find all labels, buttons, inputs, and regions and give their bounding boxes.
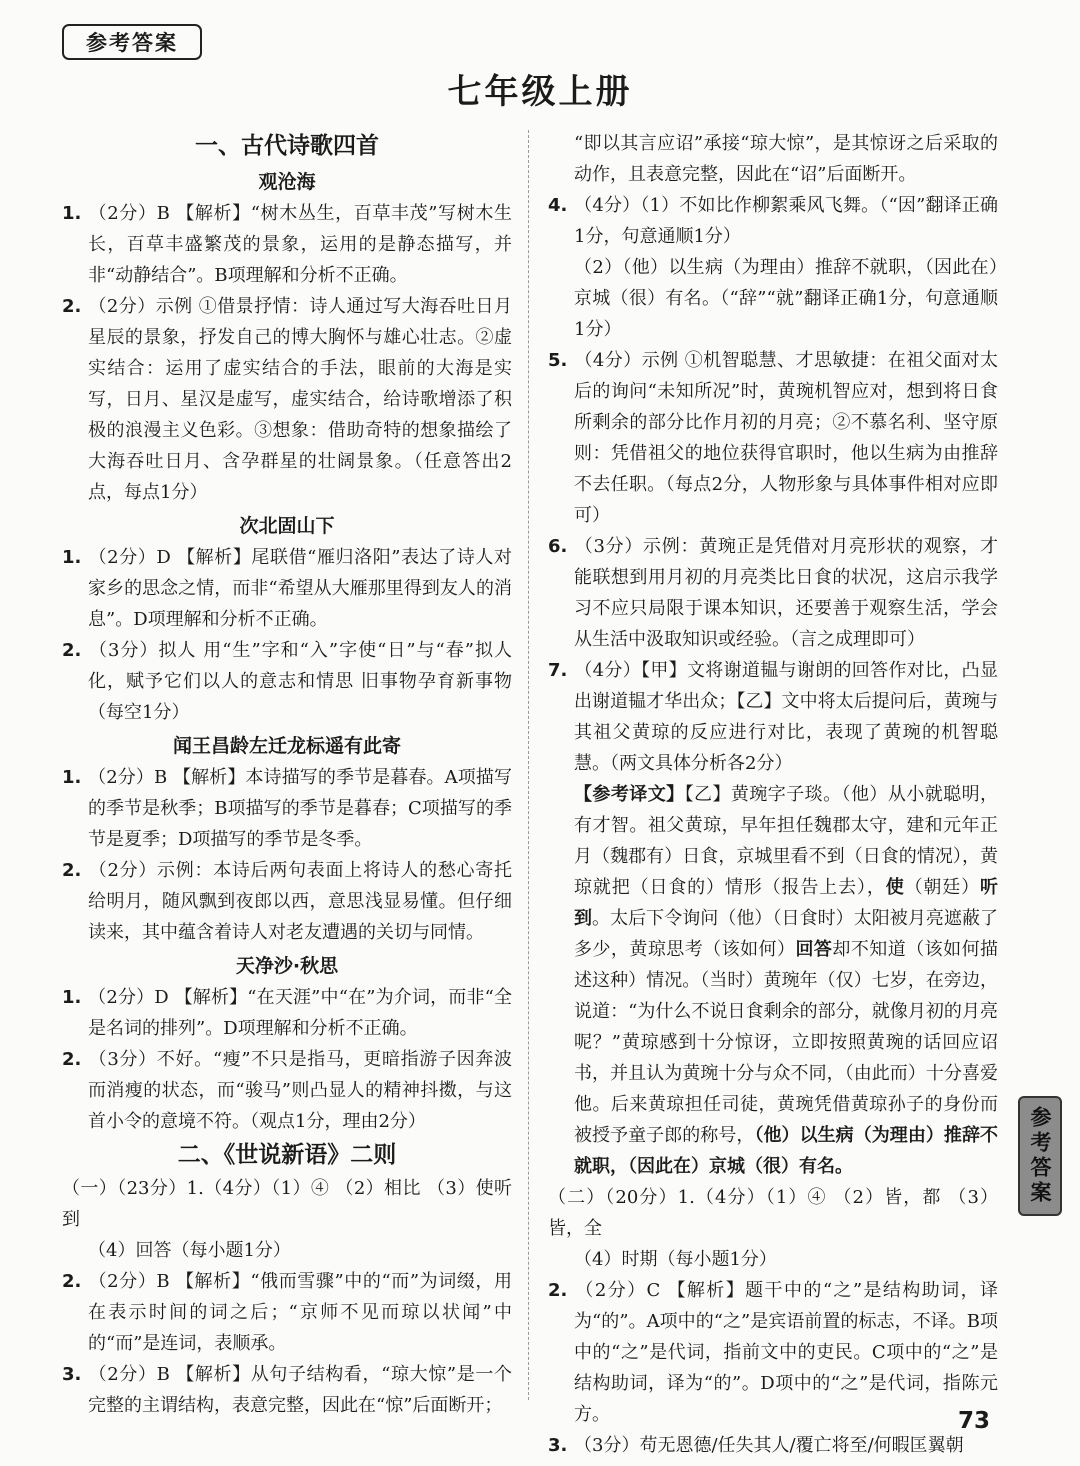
right-column (548, 128, 998, 1461)
translation-emphasis: 回答 (795, 939, 833, 960)
translation-text: （朝廷） (904, 877, 981, 898)
answer-item (62, 291, 512, 508)
translation-emphasis: 听到 (574, 877, 999, 929)
answer-key-side-tab: 参考答案 (1018, 1096, 1062, 1216)
translation-emphasis: 使 (885, 877, 905, 898)
section-title: 一、古代诗歌四首 (195, 133, 379, 159)
item-number: 2. (62, 1271, 82, 1292)
item-number: 2. (62, 1049, 82, 1070)
answer-item (62, 982, 512, 1044)
answer-text: （4分）示例 ①机智聪慧、才思敏捷：在祖父面对太后的询问“未知所况”时，黄琬机智应对，想到将日食所剩余的部分比作月初的月亮；②不慕名利、坚守原则：凭借祖父的地位获得官职时，他以生病为由推辞不去任职。（每点2分，人物形象与具体事件相对应即可） (574, 350, 998, 526)
item-number: 1. (62, 547, 82, 568)
item-number: 3. (62, 1364, 82, 1385)
section-title: 二、《世说新语》二则 (177, 1142, 397, 1168)
item-number: 5. (548, 350, 568, 371)
answer-text: （2分）示例 ①借景抒情：诗人通过写大海吞吐日月星辰的景象，抒发自己的博大胸怀与雄心壮志。②虚实结合：运用了虚实结合的手法，眼前的大海是实写，日月、星汉是虚写，虚实结合，给诗歌增添了积极的浪漫主义色彩。③想象：借助奇特的想象描绘了大海吞吐日月、含孕群星的壮阔景象。（任意答出2点，每点1分） (88, 296, 512, 503)
answer-text: （2分）示例：本诗后两句表面上将诗人的愁心寄托给明月，随风飘到夜郎以西，意思浅显易懂。但仔细读来，其中蕴含着诗人对老友遭遇的关切与同情。 (88, 860, 512, 943)
answer-continuation: “即以其言应诏”承接“琼大惊”，是其惊讶之后采取的动作，且表意完整，因此在“诏”后面断开。 (574, 133, 998, 185)
answer-text: （2分）C 【解析】题干中的“之”是结构助词，译为“的”。A项中的“之”是宾语前置的标志，不译。B项中的“之”是代词，指前文中的吏民。C项中的“之”是结构助词，译为“的”。D项中的“之”是代词，指陈元方。 (574, 1280, 998, 1425)
translation-text: 【乙】黄琬字子琰。（他）从小就聪明，有才智。祖父黄琼，早年担任魏郡太守，建和元年正月（魏郡有）日食，京城里看不到（日食的情况），黄琼就把（日食的）情形（报告上去）， (574, 784, 998, 898)
answer-item (62, 635, 512, 728)
poem-title: 闻王昌龄左迁龙标遥有此寄 (172, 735, 401, 757)
answer-text: （3分）苟无恩德/任失其人/覆亡将至/何暇匡翼朝 (574, 1435, 964, 1456)
item-number: 1. (62, 203, 82, 224)
answer-item (62, 1044, 512, 1137)
answer-text: （2分）B 【解析】本诗描写的季节是暮春。A项描写的季节是秋季；B项描写的季节是暮春；C项描写的季节是夏季；D项描写的季节是冬季。 (88, 767, 512, 850)
answer-text: （2分）D 【解析】尾联借“雁归洛阳”表达了诗人对家乡的思念之情，而非“希望从大雁那里得到友人的消息”。D项理解和分析不正确。 (88, 547, 512, 630)
translation-text: 却不知道（该如何描述这种）情况。（当时）黄琬年（仅）七岁，在旁边，说道：“为什么不说日食剩余的部分，就像月初的月亮呢？”黄琼感到十分惊讶，立即按照黄琬的话回应诏书，并且认为黄琬十分与众不同，（由此而）十分喜爱他。后来黄琼担任司徒，黄琬凭借黄琼孙子的身份而被授予童子郎的称号， (574, 939, 999, 1146)
answer-line: （4）回答（每小题1分） (88, 1240, 291, 1261)
reference-translation (548, 779, 998, 1182)
answer-item (548, 190, 998, 252)
answer-line: （一）（23分）1.（4分）（1）④ （2）相比 （3）使听到 (62, 1178, 512, 1230)
translation-emphasis: （他）以生病（为理由）推辞不就职，（因此在）京城（很）有名。 (574, 1125, 999, 1177)
page-title: 七年级上册 (447, 72, 633, 112)
answer-item (62, 1359, 512, 1421)
answer-line: （2）（他）以生病（为理由）推辞不就职，（因此在）京城（很）有名。（“辞”“就”翻译正确1分，句意通顺1分） (574, 257, 998, 340)
answer-text: （3分）不好。“瘦”不只是指马，更暗指游子因奔波而消瘦的状态，而“骏马”则凸显人的精神抖擞，与这首小令的意境不符。（观点1分，理由2分） (88, 1049, 512, 1132)
poem-title: 次北固山下 (239, 515, 335, 537)
item-number: 3. (548, 1435, 568, 1456)
answer-item (548, 531, 998, 655)
answer-text: （3分）拟人 用“生”字和“入”字使“日”与“春”拟人化，赋予它们以人的意志和情思 旧事物孕育新事物（每空1分） (88, 640, 512, 723)
answer-text: （3分）示例：黄琬正是凭借对月亮形状的观察，才能联想到用月初的月亮类比日食的状况，这启示我学习不应只局限于课本知识，还要善于观察生活，学会从生活中汲取知识或经验。（言之成理即可） (574, 536, 998, 650)
poem-title: 天净沙·秋思 (235, 955, 339, 977)
answer-key-tag: 参考答案 (62, 24, 202, 60)
answer-line: （二）（20分）1.（4分）（1）④ （2）皆，都 （3）皆，全 (548, 1187, 998, 1239)
answer-item (548, 655, 998, 779)
item-number: 6. (548, 536, 568, 557)
item-number: 2. (62, 640, 82, 661)
answer-text: （2分）D 【解析】“在天涯”中“在”为介词，而非“全是名词的排列”。D项理解和分析不正确。 (88, 987, 512, 1039)
answer-item (62, 855, 512, 948)
item-number: 1. (62, 767, 82, 788)
answer-item (62, 542, 512, 635)
item-number: 1. (62, 987, 82, 1008)
answer-item (548, 1430, 998, 1461)
answer-text: （4分）（1）不如比作柳絮乘风飞舞。（“因”翻译正确1分，句意通顺1分） (574, 195, 998, 247)
answer-item (62, 1266, 512, 1359)
left-column (62, 128, 512, 1421)
translation-label: 【参考译文】 (574, 784, 685, 805)
answer-text: （2分）B 【解析】“树木丛生，百草丰茂”写树木生长，百草丰盛繁茂的景象，运用的是静态描写，并非“动静结合”。B项理解和分析不正确。 (88, 203, 512, 286)
page-number: 73 (958, 1408, 991, 1434)
answer-item (62, 198, 512, 291)
answer-text: （2分）B 【解析】从句子结构看，“琼大惊”是一个完整的主谓结构，表意完整，因此在“惊”后面断开； (88, 1364, 512, 1416)
item-number: 2. (548, 1280, 568, 1301)
item-number: 2. (62, 296, 82, 317)
translation-text: 。太后下令询问（他）（日食时）太阳被月亮遮蔽了多少，黄琼思考（该如何） (574, 908, 999, 960)
answer-text: （2分）B 【解析】“俄而雪骤”中的“而”为词缀，用在表示时间的词之后；“京师不见而琼以状闻”中的“而”是连词，表顺承。 (88, 1271, 512, 1354)
answer-item (548, 345, 998, 531)
item-number: 2. (62, 860, 82, 881)
answer-text: （4分）【甲】文将谢道韫与谢朗的回答作对比，凸显出谢道韫才华出众；【乙】文中将太后提问后，黄琬与其祖父黄琼的反应进行对比，表现了黄琬的机智聪慧。（两文具体分析各2分） (574, 660, 998, 774)
answer-item (548, 1275, 998, 1430)
answer-line: （4）时期（每小题1分） (574, 1249, 777, 1270)
item-number: 4. (548, 195, 568, 216)
column-divider (528, 130, 529, 1400)
poem-title: 观沧海 (258, 171, 316, 193)
item-number: 7. (548, 660, 568, 681)
answer-item (62, 762, 512, 855)
